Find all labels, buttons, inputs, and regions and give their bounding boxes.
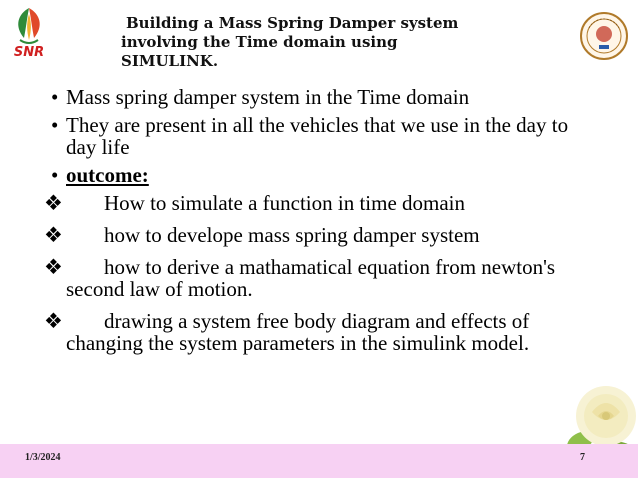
outcome-text: how to derive a mathamatical equation from newton's second law of motion.	[66, 255, 556, 301]
diamond-bullet-icon: ❖	[44, 309, 63, 333]
bullet-marker: •	[51, 163, 59, 187]
outcome-item	[44, 192, 589, 214]
outcome-heading: outcome:	[66, 163, 149, 187]
footer-date: 1/3/2024	[25, 452, 61, 463]
diamond-bullet-icon: ❖	[44, 223, 63, 247]
outcome-text: drawing a system free body diagram and effects of changing the system parameters in the simulink model.	[66, 309, 530, 355]
slide-body	[44, 86, 589, 364]
bullet-item	[44, 86, 589, 108]
snr-leaf-logo	[4, 4, 54, 62]
slide-title	[121, 14, 501, 71]
bullet-text: They are present in all the vehicles that we use in the day to day life	[66, 113, 569, 159]
title-line-3: SIMULINK.	[121, 52, 219, 70]
title-line-1: Building a Mass Spring Damper system	[126, 14, 459, 32]
title-line-2: involving the Time domain using	[121, 33, 398, 51]
bullet-item	[44, 114, 589, 158]
bullet-marker: •	[51, 85, 59, 109]
outcome-text: How to simulate a function in time domain	[104, 191, 466, 215]
outcome-item	[44, 256, 589, 300]
bullet-marker: •	[51, 113, 59, 137]
institution-seal-logo	[579, 8, 629, 64]
bullet-item	[44, 164, 589, 186]
page-number: 7	[580, 452, 585, 463]
diamond-bullet-icon: ❖	[44, 191, 63, 215]
outcome-item	[44, 310, 589, 354]
bullet-text: Mass spring damper system in the Time domain	[66, 85, 470, 109]
diamond-bullet-icon: ❖	[44, 255, 63, 279]
footer-band	[0, 444, 638, 478]
outcome-text: how to develope mass spring damper system	[104, 223, 480, 247]
snr-logo-text: SNR	[13, 45, 45, 60]
outcome-item	[44, 224, 589, 246]
